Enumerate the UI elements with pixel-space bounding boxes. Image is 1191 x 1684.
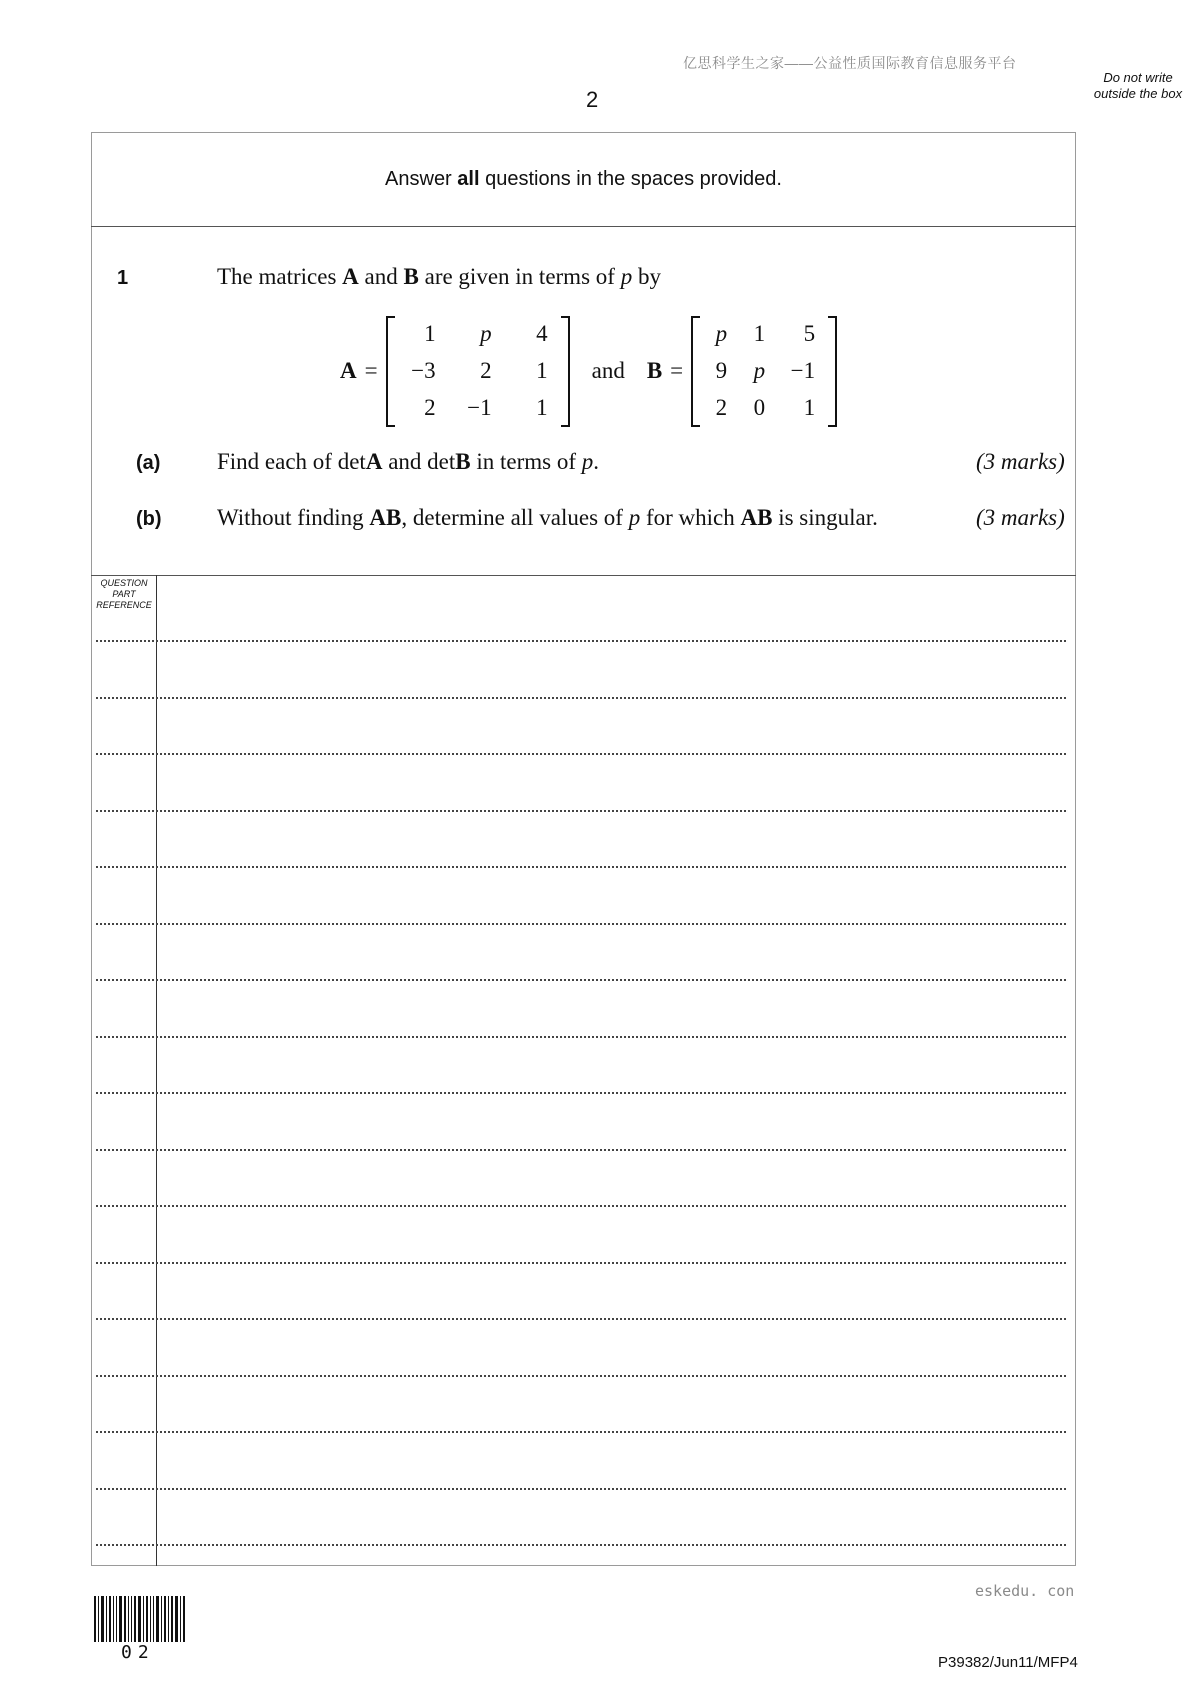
matrix-a-cell: −3 <box>411 358 436 383</box>
answer-line[interactable] <box>96 1205 1066 1207</box>
answer-line[interactable] <box>96 753 1066 755</box>
question-stem: The matrices A and B are given in terms of p by <box>217 264 661 289</box>
barcode-number: 02 <box>121 1642 155 1663</box>
watermark-text: 亿思科学生之家——公益性质国际教育信息服务平台 <box>683 55 1017 71</box>
answer-line[interactable] <box>96 979 1066 981</box>
part-b-marks: (3 marks) <box>976 505 1065 530</box>
part-b-text: Without finding AB, determine all values of p for which AB is singular. <box>217 505 878 530</box>
matrix-a <box>386 316 570 427</box>
matrix-b-cell: p <box>753 358 766 383</box>
matrix-b-cell: 9 <box>715 358 728 383</box>
answer-line[interactable] <box>96 1149 1066 1151</box>
answer-line[interactable] <box>96 1262 1066 1264</box>
question-part-reference-label: QUESTION PART REFERENCE <box>96 578 152 610</box>
answer-line[interactable] <box>96 810 1066 812</box>
part-b-label: (b) <box>136 508 162 530</box>
answer-line[interactable] <box>96 1488 1066 1490</box>
matrix-b <box>691 316 837 427</box>
matrix-b-cell: 1 <box>753 321 766 346</box>
answer-line[interactable] <box>96 1092 1066 1094</box>
answer-line[interactable] <box>96 1431 1066 1433</box>
matrix-b-cell: 2 <box>715 395 728 420</box>
answer-line[interactable] <box>96 923 1066 925</box>
answer-line[interactable] <box>96 697 1066 699</box>
answer-line[interactable] <box>96 1544 1066 1546</box>
answer-line[interactable] <box>96 1318 1066 1320</box>
matrix-a-cell: −1 <box>467 395 492 420</box>
question-number: 1 <box>117 267 129 289</box>
matrix-a-cell: 2 <box>424 395 436 420</box>
part-a-text: Find each of detA and detB in terms of p. <box>217 449 600 474</box>
part-a-marks: (3 marks) <box>976 449 1065 474</box>
equals-sign: = <box>364 358 378 383</box>
matrix-b-cell: p <box>715 321 728 346</box>
matrix-a-cell: 1 <box>536 358 548 383</box>
answer-line[interactable] <box>96 1375 1066 1377</box>
matrix-a-cell: 1 <box>424 321 436 346</box>
matrix-b-name: B <box>646 358 663 383</box>
matrix-a-name: A <box>340 358 357 383</box>
matrix-b-cell: 5 <box>803 321 816 346</box>
matrix-b-cell: 0 <box>753 395 766 420</box>
divider <box>91 575 1076 576</box>
paper-reference: P39382/Jun11/MFP4 <box>938 1654 1078 1671</box>
matrix-a-cell: p <box>480 321 492 346</box>
divider <box>91 226 1076 227</box>
barcode <box>94 1596 187 1642</box>
answer-line[interactable] <box>96 640 1066 642</box>
page-number: 2 <box>586 87 599 112</box>
site-watermark: eskedu. con <box>975 1582 1075 1600</box>
matrix-b-cell: −1 <box>790 358 816 383</box>
instructions: Answer all questions in the spaces provided. <box>385 168 782 190</box>
matrix-a-cell: 1 <box>536 395 548 420</box>
part-a-label: (a) <box>136 452 161 474</box>
equals-sign: = <box>670 358 684 383</box>
margin-note: Do not write outside the box <box>1093 70 1183 101</box>
matrix-connector: and <box>591 358 625 383</box>
matrix-a-cell: 4 <box>536 321 548 346</box>
answer-line[interactable] <box>96 866 1066 868</box>
matrix-definitions <box>340 318 837 424</box>
matrix-b-cell: 1 <box>803 395 816 420</box>
matrix-a-cell: 2 <box>480 358 492 383</box>
reference-column-divider <box>156 575 157 1566</box>
answer-line[interactable] <box>96 1036 1066 1038</box>
